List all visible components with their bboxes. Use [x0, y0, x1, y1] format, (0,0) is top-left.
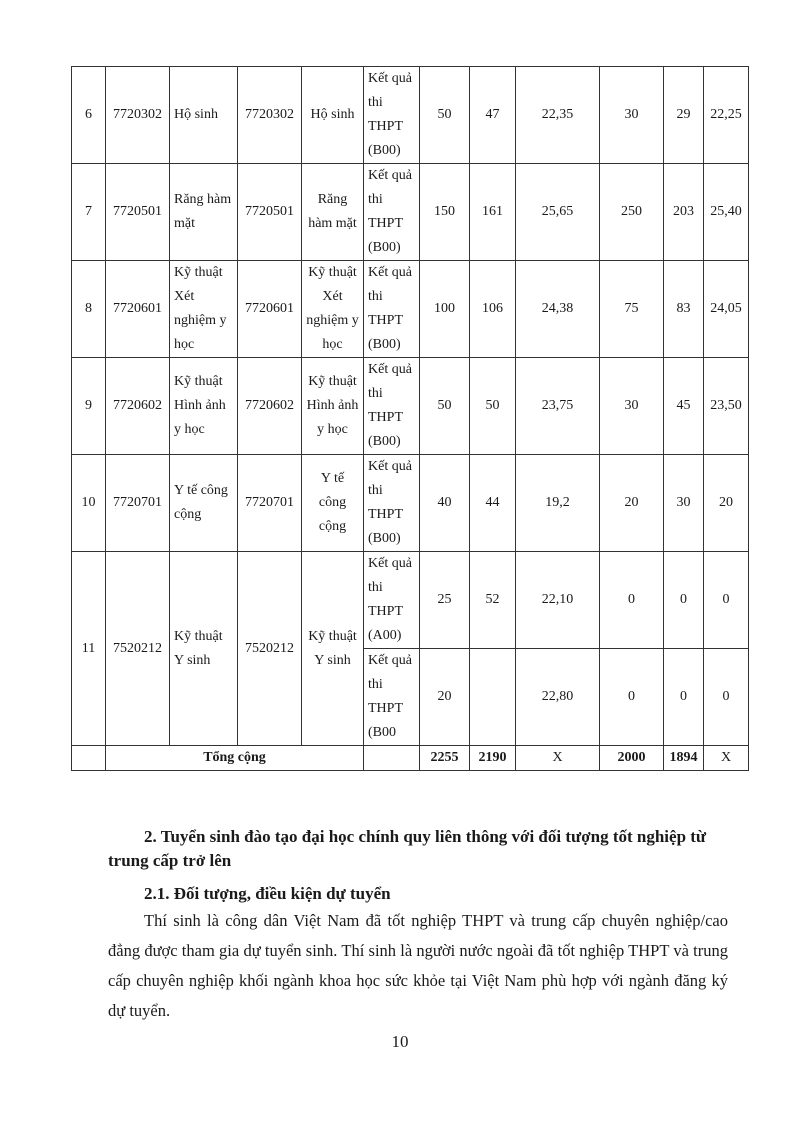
stt-cell: 10: [72, 455, 106, 552]
table-row: [72, 164, 749, 261]
major-code-cell: 7520212: [238, 552, 302, 746]
stt-cell: 7: [72, 164, 106, 261]
total-prev-admitted: 1894: [664, 746, 704, 771]
prev-score-cell: 23,50: [704, 358, 749, 455]
major-name-cell: Kỹ thuật Y sinh: [302, 552, 364, 746]
major-code-cell: 7720601: [106, 261, 170, 358]
prev-admitted-cell: 45: [664, 358, 704, 455]
prev-score-cell: 0: [704, 649, 749, 746]
major-code-cell: 7720602: [238, 358, 302, 455]
stt-cell: 6: [72, 67, 106, 164]
prev-admitted-cell: 0: [664, 552, 704, 649]
prev-admitted-cell: 83: [664, 261, 704, 358]
prev-score-cell: 25,40: [704, 164, 749, 261]
prev-quota-cell: 250: [600, 164, 664, 261]
major-name-cell: Hộ sinh: [170, 67, 238, 164]
prev-quota-cell: 30: [600, 358, 664, 455]
prev-quota-cell: 0: [600, 552, 664, 649]
prev-score-cell: 20: [704, 455, 749, 552]
method-cell: Kết quả thi THPT (A00): [364, 552, 420, 649]
prev-admitted-cell: 0: [664, 649, 704, 746]
total-admitted: 2190: [470, 746, 516, 771]
total-quota: 2255: [420, 746, 470, 771]
major-name-cell: Răng hàm mặt: [302, 164, 364, 261]
quota-cell: 50: [420, 67, 470, 164]
prev-quota-cell: 75: [600, 261, 664, 358]
quota-cell: 40: [420, 455, 470, 552]
paragraph: Thí sinh là công dân Việt Nam đã tốt nghiệp THPT và trung cấp chuyên nghiệp/cao đẳng được tham gia dự tuyển sinh. Thí sinh là người nước ngoài đã tốt nghiệp THPT và trung cấp chuyên nghiệp khối ngành khoa học sức khỏe tại Việt Nam phù hợp với ngành đăng ký dự tuyển.: [108, 911, 728, 1020]
major-code-cell: 7720601: [238, 261, 302, 358]
subsection-heading: 2.1. Đối tượng, điều kiện dự tuyển: [144, 884, 391, 903]
method-cell: Kết quả thi THPT (B00): [364, 358, 420, 455]
table-row: [72, 455, 749, 552]
major-name-cell: Kỹ thuật Xét nghiệm y học: [302, 261, 364, 358]
admitted-cell: 44: [470, 455, 516, 552]
total-prev-score: X: [704, 746, 749, 771]
major-name-cell: Kỹ thuật Xét nghiệm y học: [170, 261, 238, 358]
major-name-cell: Hộ sinh: [302, 67, 364, 164]
prev-admitted-cell: 30: [664, 455, 704, 552]
admitted-cell: 52: [470, 552, 516, 649]
total-blank-cell: [72, 746, 106, 771]
major-code-cell: 7720302: [238, 67, 302, 164]
score-cell: 19,2: [516, 455, 600, 552]
major-name-cell: Kỹ thuật Hình ảnh y học: [302, 358, 364, 455]
table-row: [72, 358, 749, 455]
major-code-cell: 7520212: [106, 552, 170, 746]
admitted-cell: [470, 649, 516, 746]
major-code-cell: 7720602: [106, 358, 170, 455]
major-code-cell: 7720701: [238, 455, 302, 552]
quota-cell: 50: [420, 358, 470, 455]
major-name-cell: Răng hàm mặt: [170, 164, 238, 261]
method-cell: Kết quả thi THPT (B00: [364, 649, 420, 746]
major-name-cell: Y tế công cộng: [302, 455, 364, 552]
total-row: [72, 746, 749, 771]
quota-cell: 100: [420, 261, 470, 358]
prev-quota-cell: 30: [600, 67, 664, 164]
prev-quota-cell: 20: [600, 455, 664, 552]
score-cell: 23,75: [516, 358, 600, 455]
admitted-cell: 50: [470, 358, 516, 455]
method-cell: Kết quả thi THPT (B00): [364, 67, 420, 164]
quota-cell: 150: [420, 164, 470, 261]
major-name-cell: Y tế công cộng: [170, 455, 238, 552]
total-label: Tổng cộng: [106, 746, 364, 771]
table-row: [72, 552, 749, 649]
admissions-table: [71, 66, 749, 771]
score-cell: 24,38: [516, 261, 600, 358]
table-row: [72, 261, 749, 358]
quota-cell: 25: [420, 552, 470, 649]
page-number: 10: [391, 1032, 409, 1051]
major-code-cell: 7720501: [238, 164, 302, 261]
table-body: [72, 67, 749, 771]
major-name-cell: Kỹ thuật Hình ảnh y học: [170, 358, 238, 455]
prev-score-cell: 0: [704, 552, 749, 649]
admitted-cell: 106: [470, 261, 516, 358]
prev-admitted-cell: 29: [664, 67, 704, 164]
prev-score-cell: 22,25: [704, 67, 749, 164]
stt-cell: 8: [72, 261, 106, 358]
major-code-cell: 7720701: [106, 455, 170, 552]
total-score: X: [516, 746, 600, 771]
score-cell: 25,65: [516, 164, 600, 261]
score-cell: 22,80: [516, 649, 600, 746]
prev-score-cell: 24,05: [704, 261, 749, 358]
admitted-cell: 161: [470, 164, 516, 261]
stt-cell: 11: [72, 552, 106, 746]
quota-cell: 20: [420, 649, 470, 746]
method-cell: Kết quả thi THPT (B00): [364, 455, 420, 552]
total-blank-cell: [364, 746, 420, 771]
method-cell: Kết quả thi THPT (B00): [364, 164, 420, 261]
major-code-cell: 7720501: [106, 164, 170, 261]
method-cell: Kết quả thi THPT (B00): [364, 261, 420, 358]
section-heading: 2. Tuyển sinh đào tạo đại học chính quy liên thông với đối tượng tốt nghiệp từ trung cấp trở lên: [108, 827, 707, 870]
total-prev-quota: 2000: [600, 746, 664, 771]
score-cell: 22,10: [516, 552, 600, 649]
major-name-cell: Kỹ thuật Y sinh: [170, 552, 238, 746]
prev-quota-cell: 0: [600, 649, 664, 746]
stt-cell: 9: [72, 358, 106, 455]
admitted-cell: 47: [470, 67, 516, 164]
score-cell: 22,35: [516, 67, 600, 164]
table-row: [72, 67, 749, 164]
prev-admitted-cell: 203: [664, 164, 704, 261]
major-code-cell: 7720302: [106, 67, 170, 164]
